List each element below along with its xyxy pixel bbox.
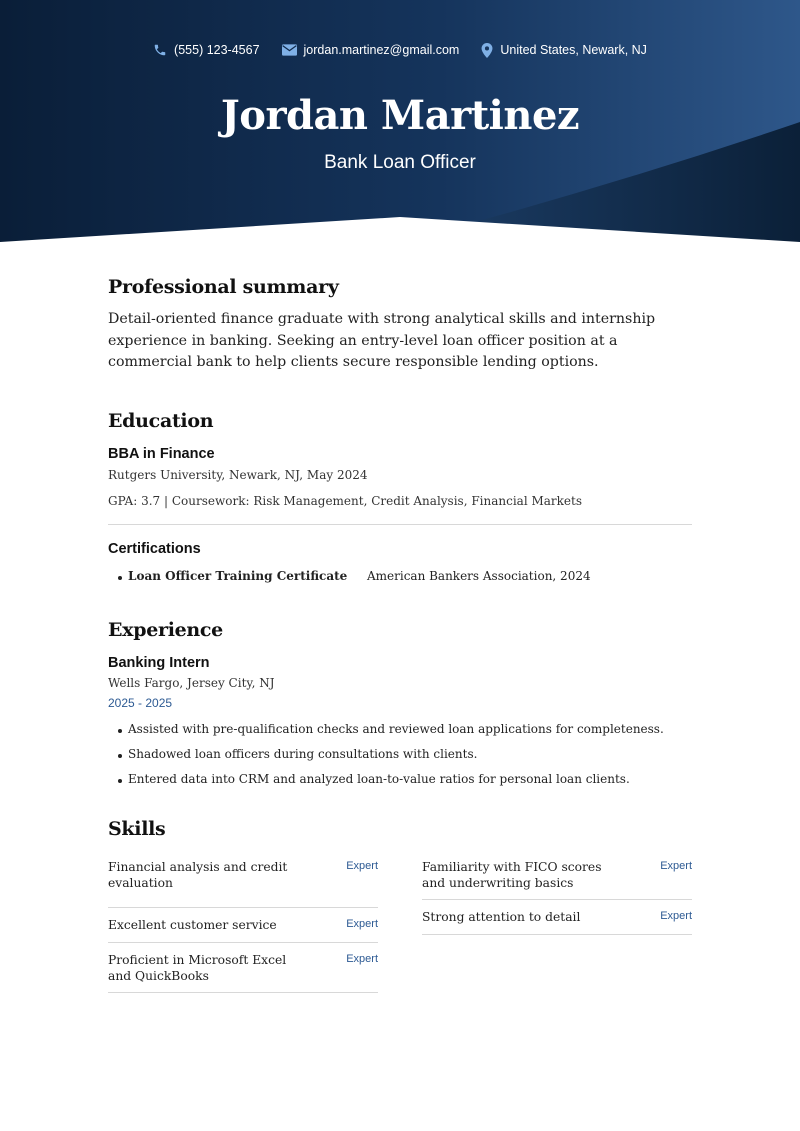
skill-level: Expert [660, 859, 692, 872]
skill-level: Expert [346, 859, 378, 872]
skill-row [108, 943, 378, 993]
education-title: Education [108, 409, 214, 432]
experience-section [108, 619, 692, 786]
education-divider [108, 524, 692, 525]
skill-row [108, 908, 378, 943]
certification-issuer: American Bankers Association, 2024 [366, 568, 591, 583]
experience-bullets [108, 722, 692, 786]
skill-row [422, 859, 692, 900]
summary-title: Professional summary [108, 276, 339, 298]
phone-text: (555) 123-4567 [174, 43, 260, 57]
summary-text: Detail-oriented finance graduate with strong analytical skills and internship experience in banking. Seeking an entry-level loan officer position at a commercial bank to help clients secure responsible lending options. [108, 311, 656, 370]
resume-body [108, 276, 692, 993]
skills-column-right [422, 859, 692, 993]
list-item: Shadowed loan officers during consultations with clients. [108, 747, 692, 761]
skill-level: Expert [346, 917, 378, 930]
skill-level: Expert [346, 952, 378, 965]
skill-name: Proficient in Microsoft Excel and QuickBooks [108, 952, 287, 983]
phone-icon [153, 43, 167, 57]
skill-name: Excellent customer service [108, 917, 277, 932]
skill-name: Financial analysis and credit evaluation [108, 859, 288, 890]
skills-column-left [108, 859, 378, 993]
certification-name: Loan Officer Training Certificate [128, 568, 348, 583]
job-title: Banking Intern [108, 654, 210, 671]
skill-row [422, 900, 692, 935]
certifications-title: Certifications [108, 540, 201, 557]
skill-name: Strong attention to detail [422, 909, 581, 924]
skill-level: Expert [660, 909, 692, 922]
skills-title: Skills [108, 817, 166, 840]
contact-phone[interactable] [153, 40, 259, 60]
skill-name: Familiarity with FICO scores and underwriting basics [422, 859, 602, 890]
map-pin-icon [481, 43, 493, 58]
resume-header [0, 0, 800, 245]
company-line: Wells Fargo, Jersey City, NJ [108, 675, 275, 690]
skill-row [108, 859, 378, 908]
candidate-role: Bank Loan Officer [324, 152, 476, 173]
education-details: GPA: 3.7 | Coursework: Risk Management, Credit Analysis, Financial Markets [108, 493, 583, 508]
list-item: Entered data into CRM and analyzed loan-to-value ratios for personal loan clients. [108, 772, 692, 786]
education-section [108, 410, 692, 525]
degree-title: BBA in Finance [108, 445, 215, 462]
list-item [108, 569, 692, 583]
contact-email[interactable] [282, 40, 460, 60]
certifications-section [108, 541, 692, 583]
candidate-name: Jordan Martinez [220, 92, 580, 139]
summary-section [108, 276, 692, 374]
skills-section [108, 818, 692, 993]
list-item: Assisted with pre-qualification checks and reviewed loan applications for completeness. [108, 722, 692, 736]
contact-location [481, 40, 647, 60]
certifications-list [108, 569, 692, 583]
location-text: United States, Newark, NJ [500, 43, 647, 57]
skills-grid [108, 859, 692, 993]
job-dates: 2025 - 2025 [108, 695, 173, 710]
envelope-icon [282, 44, 297, 56]
experience-title: Experience [108, 618, 223, 641]
school-line: Rutgers University, Newark, NJ, May 2024 [108, 467, 368, 482]
contact-row [0, 40, 800, 60]
email-text: jordan.martinez@gmail.com [303, 43, 460, 57]
